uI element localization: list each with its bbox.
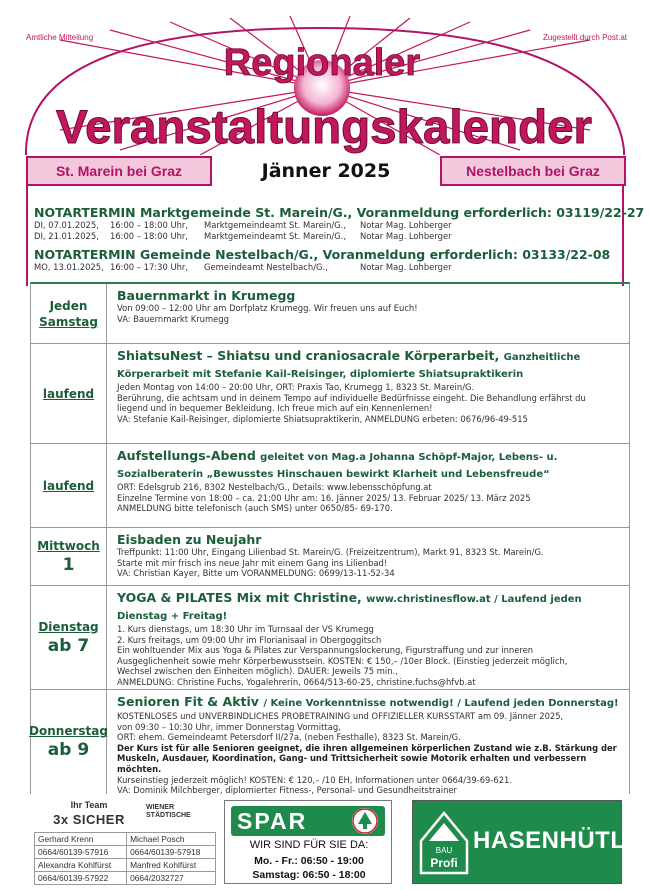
- event-day: Mittwoch 1: [31, 528, 107, 585]
- event-day: Donnerstag ab 9: [31, 690, 107, 794]
- event-day: laufend: [31, 444, 107, 527]
- svg-text:BAU: BAU: [435, 846, 453, 855]
- notar-row: DI, 07.01.2025, 16:00 – 18:00 Uhr, Marktgemeindeamt St. Marein/G., Notar Mag. Lohberger: [34, 220, 452, 230]
- hasenhuetl-name: HASENHÜTL: [473, 827, 626, 854]
- event-title: Bauernmarkt in Krumegg: [117, 288, 296, 303]
- frame-left: [26, 186, 28, 286]
- notar-heading: NOTARTERMIN Marktgemeinde St. Marein/G., Voranmeldung erforderlich: 03119/22-27: [34, 205, 645, 220]
- event-row: laufend Aufstellungs-Abend geleitet von Mag.a Johanna Schöpf-Major, Lebens- u. Sozialberaterin „Bewusstes Hinschauen bewirkt Klarheit und Lebensfreude“ ORT: Edelsgrub 216, 8302 Nestelbach/G., Details: www.lebensschöpfung.at Einzelne Termine von 18:00 – ca. 21:00 Uhr am: 16. Jänner 2025/ 13. Februar 2025/ 13. März 2025 ANMELDUNG bitte telefonisch (auch SMS) unter 0650/85- 69-170.: [31, 444, 629, 528]
- event-day: Dienstag ab 7: [31, 586, 107, 689]
- hasenhuetl-ad: [412, 800, 626, 884]
- header-banner: [0, 0, 649, 155]
- month-title: Jänner 2025: [261, 160, 391, 182]
- spar-tree-icon: [352, 808, 378, 834]
- event-row: Donnerstag ab 9 Senioren Fit & Aktiv / Keine Vorkenntnisse notwendig! / Laufend jeden Donnerstag! KOSTENLOSES und UNVERBINDLICHES PROBETRAINING und OFFIZIELLER KURSSTART am 09. Jänner 2025, von 09:30 – 10:30 Uhr, immer Donnerstag Vormittag, ORT: ehem. Gemeindeamt Petersdorf II/27a, (neben Festhalle), 8323 St. Marein/G. Der Kurs ist für alle Senioren geeignet, die ihren allgemeinen körperlichen Zustand wie z.B. Stärkung der Muskeln, Ausdauer, Koordination, Gang- und Trittsicherheit sowie Motorik erhalten und verbessern möchten. Kurseinstieg jederzeit möglich! KOSTEN: € 120,– /10 EH, Informationen unter 0664/39-69-621. VA: Dominik Milchberger, diplomierter Fitness-, Personal- und Gesundheitstrainer: [31, 690, 629, 794]
- notar-row: DI, 21.01.2025, 16:00 – 18:00 Uhr, Marktgemeindeamt St. Marein/G., Notar Mag. Lohberger: [34, 231, 452, 241]
- notar-block-1: [34, 205, 645, 242]
- bauprofi-logo: [419, 811, 469, 875]
- event-title: ShiatsuNest – Shiatsu und craniosacrale Körperarbeit, Ganzheitliche Körperarbeit mit Stefanie Kail-Reisinger, diplomierte Shiatsupraktikerin: [117, 348, 581, 380]
- wiener-staedtische-logo: WIENER STÄDTISCHE: [146, 804, 191, 819]
- event-day: laufend: [31, 344, 107, 443]
- notice-delivery: Zugestellt durch Post.at: [542, 33, 627, 42]
- event-row: Jeden Samstag Bauernmarkt in Krumegg Von 09:00 – 12:00 Uhr am Dorfplatz Krumegg. Wir freuen uns auf Euch! VA: Bauernmarkt Krumegg: [31, 284, 629, 344]
- event-row: Dienstag ab 7 YOGA & PILATES Mix mit Christine, www.christinesflow.at / Laufend jeden Dienstag + Freitag! 1. Kurs dienstags, um 18:30 Uhr im Turnsaal der VS Krumegg 2. Kurs freitags, um 09:00 Uhr im Florianisaal in Obergoggitsch Ein wohltuender Mix aus Yoga & Pilates zur Verspannungslockerung, Figurstraffung und zur inneren Ausgeglichenheit sowie mehr Körperbewusstsein. KOSTEN: € 150,– /10er Block. (Einstieg jederzeit möglich, Wechsel zwischen den Einheiten möglich). DAUER: Jeweils 75 min., ANMELDUNG: Christine Fuchs, Yogalehrerin, 0664/513-60-25, christine.fuchs@hfvb.at: [31, 586, 629, 690]
- municipality-right: Nestelbach bei Graz: [440, 156, 626, 186]
- insurance-ad: Ihr Team 3x SICHER WIENER STÄDTISCHE Gerhard Krenn Michael Posch 0664/60139-57916 0664/60139-57918 Alexandra Kohlfürst Manfred Kohlfürst 0664/60139-57922 0664/2032727: [34, 800, 216, 882]
- title-line2: Veranstaltungskalender: [56, 100, 592, 153]
- notar-row: MO, 13.01.2025, 16:00 – 17:30 Uhr, Gemeindeamt Nestelbach/G., Notar Mag. Lohberger: [34, 262, 452, 272]
- event-title: Eisbaden zu Neujahr: [117, 532, 262, 547]
- spar-logo: SPAR: [237, 808, 308, 834]
- events-table: [30, 282, 630, 794]
- event-title: Aufstellungs-Abend geleitet von Mag.a Johanna Schöpf-Major, Lebens- u. Sozialberaterin „Bewusstes Hinschauen bewirkt Klarheit und Lebensfreude“: [117, 448, 558, 480]
- team-contacts: Gerhard Krenn Michael Posch 0664/60139-57916 0664/60139-57918 Alexandra Kohlfürst Manfred Kohlfürst 0664/60139-57922 0664/2032727: [34, 832, 216, 885]
- notar-block-2: [34, 247, 624, 273]
- footer-ads: [0, 796, 649, 891]
- event-title: YOGA & PILATES Mix mit Christine, www.christinesflow.at / Laufend jeden Dienstag + Freitag!: [117, 590, 582, 622]
- title-row: [26, 156, 626, 186]
- municipality-left: St. Marein bei Graz: [26, 156, 212, 186]
- notice-official: Amtliche Mitteilung: [26, 33, 94, 42]
- spar-ad: SPAR WIR SIND FÜR SIE DA: Mo. - Fr.: 06:50 - 19:00 Samstag: 06:50 - 18:00: [224, 800, 392, 884]
- event-row: Mittwoch 1 Eisbaden zu Neujahr Treffpunkt: 11:00 Uhr, Eingang Lilienbad St. Marein/G. (Freizeitzentrum), Markt 91, 8323 St. Marein/G. Starte mit mir frisch ins neue Jahr mit einem Gang ins Lilienbad! VA: Christian Kayer, Bitte um VORANMELDUNG: 0699/13-11-52-34: [31, 528, 629, 586]
- event-day: Jeden Samstag: [31, 284, 107, 343]
- notar-heading: NOTARTERMIN Gemeinde Nestelbach/G., Voranmeldung erforderlich: 03133/22-08: [34, 247, 611, 262]
- title-line1: Regionaler: [223, 42, 421, 84]
- event-row: laufend ShiatsuNest – Shiatsu und craniosacrale Körperarbeit, Ganzheitliche Körperarbeit mit Stefanie Kail-Reisinger, diplomierte Shiatsupraktikerin Jeden Montag von 14:00 – 20:00 Uhr, ORT: Praxis Tao, Krumegg 1, 8323 St. Marein/G. Berührung, die achtsam und in deinem Tempo auf individuelle Bedürfnisse eingeht. Die Behandlung erfährst du liegend und in bequemer Bekleidung. Ich freue mich auf ein Kennenlernen! VA: Stefanie Kail-Reisinger, diplomierte Shiatsupraktikerin, ANMELDUNG erbeten: 0676/96-49-515: [31, 344, 629, 444]
- event-title: Senioren Fit & Aktiv / Keine Vorkenntnisse notwendig! / Laufend jeden Donnerstag!: [117, 694, 619, 709]
- svg-text:Profi: Profi: [430, 856, 458, 870]
